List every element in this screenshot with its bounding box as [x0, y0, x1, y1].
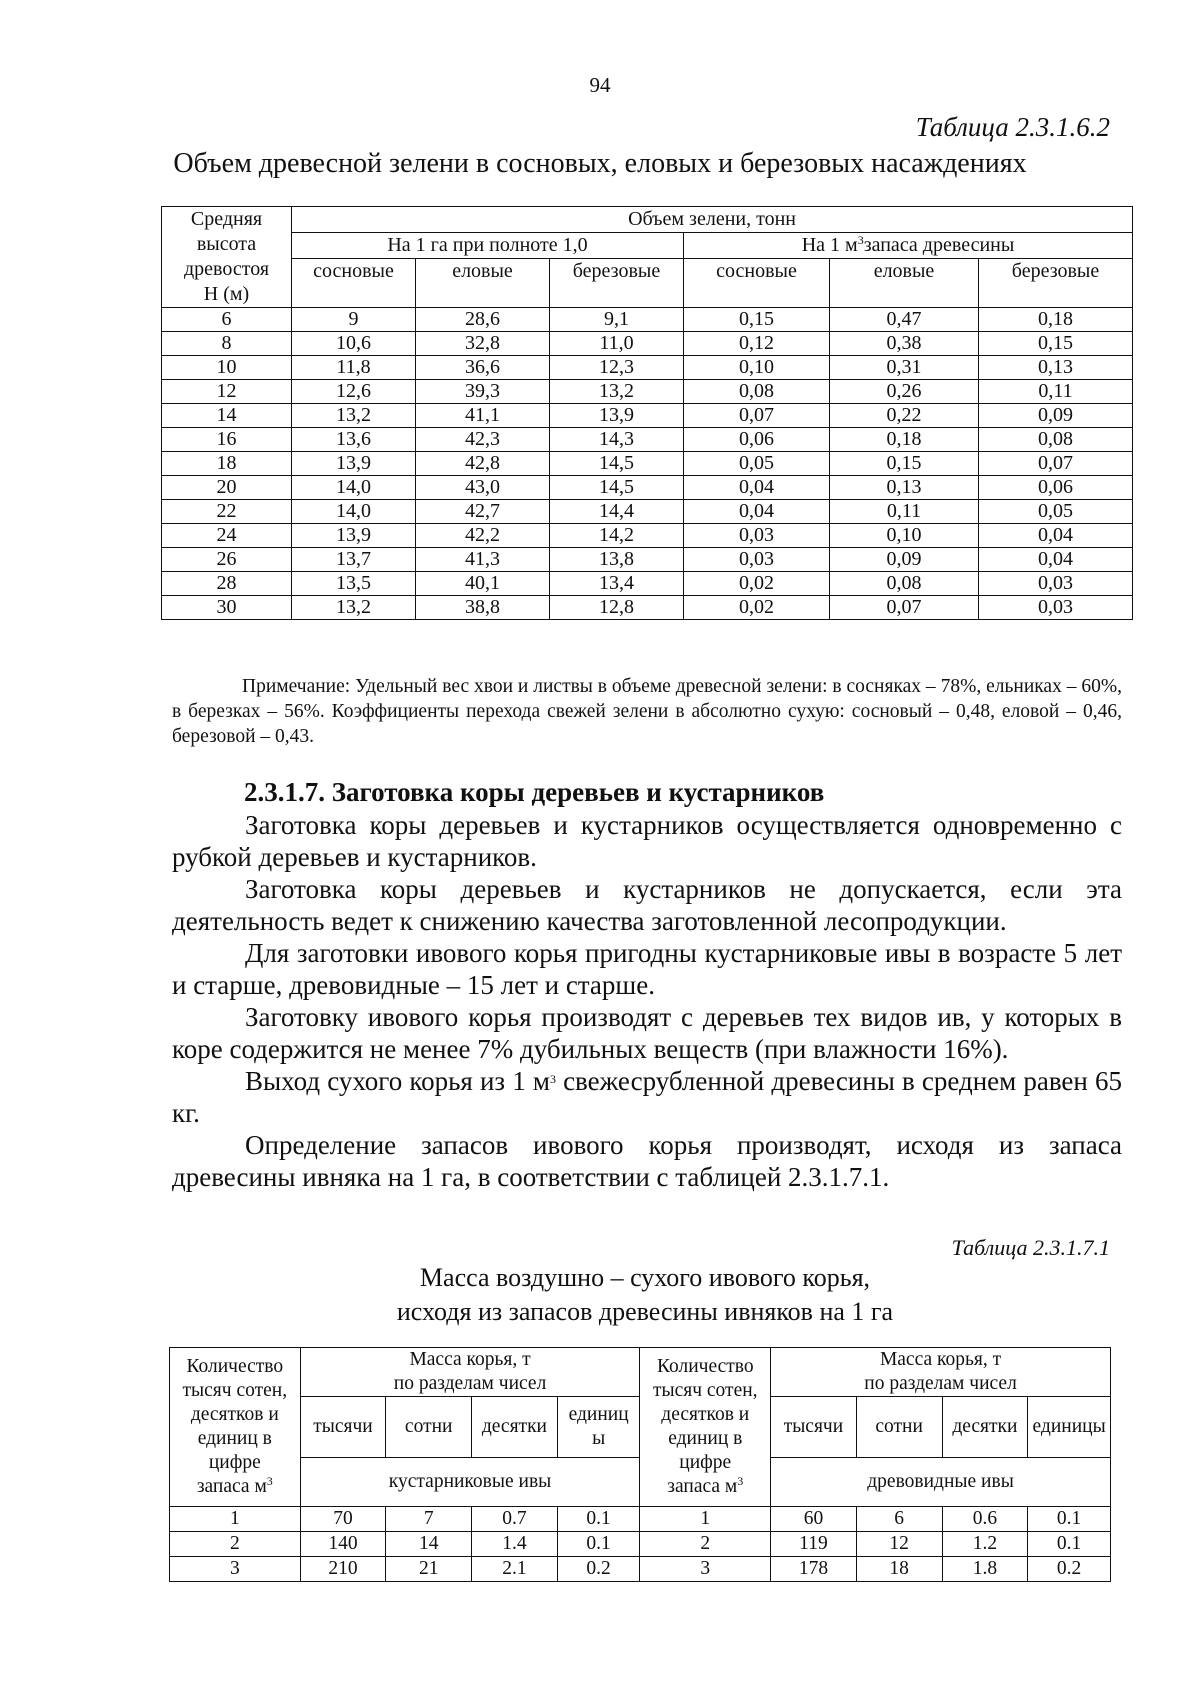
table-cell: 39,3	[416, 380, 550, 404]
table1-height-header-line: Средняя	[190, 208, 263, 230]
table-cell: 0,07	[830, 596, 979, 620]
section-body	[172, 809, 1122, 1193]
table-cell: 13,2	[292, 596, 416, 620]
table2-qty-line: цифре	[679, 1452, 732, 1473]
table-cell: 12,6	[292, 380, 416, 404]
table-cell: 0,15	[684, 308, 830, 332]
table1-row	[162, 572, 1133, 596]
table2-qty-sup: 3	[737, 1474, 744, 1488]
table-cell: 12	[856, 1532, 942, 1557]
table-cell: 0,03	[979, 596, 1133, 620]
table-cell: 18	[162, 452, 292, 476]
table1-sub2-header	[684, 233, 1133, 259]
table-cell: 1.2	[942, 1532, 1028, 1557]
table-cell: 14,5	[550, 452, 684, 476]
table1-row	[162, 404, 1133, 428]
table-cell: 24	[162, 524, 292, 548]
table-cell: 2	[170, 1532, 301, 1557]
table1-sub2-sup: 3	[857, 233, 864, 247]
table-cell: 0,06	[684, 428, 830, 452]
paragraph: Заготовку ивового корья производят с деревьев тех видов ив, у которых в коре содержится не менее 7% дубильных веществ (при влажности 16%).	[172, 1002, 1122, 1064]
table-cell: 14,3	[550, 428, 684, 452]
table1-note: Примечание: Удельный вес хвои и листвы в объеме древесной зелени: в сосняках – 78%, ельниках – 60%, в березках – 56%. Коэффициенты перехода свежей зелени в абсолютно сухую: сосновый – 0,48, еловой – 0,46, березовой – 0,43.	[172, 676, 1122, 747]
table-cell: 11,8	[292, 356, 416, 380]
table1-row	[162, 476, 1133, 500]
table-cell: 9	[292, 308, 416, 332]
table-cell: 0,38	[830, 332, 979, 356]
paragraph: Заготовка коры деревьев и кустарников не допускается, если эта деятельность ведет к снижению качества заготовленной лесопродукции.	[172, 874, 1122, 936]
paragraph: Для заготовки ивового корья пригодны кустарниковые ивы в возрасте 5 лет и старше, древовидные – 15 лет и старше.	[172, 938, 1122, 1000]
table1-height-header-line: высота	[196, 233, 257, 255]
table2-mass-line: Масса корья, т	[879, 1349, 1002, 1370]
table1-col-header: сосновые	[292, 259, 416, 308]
table-cell: 0,31	[830, 356, 979, 380]
table1-row	[162, 596, 1133, 620]
table-cell: 0,05	[684, 452, 830, 476]
table1-col-header: березовые	[979, 259, 1133, 308]
table1-row	[162, 524, 1133, 548]
table-cell: 13,4	[550, 572, 684, 596]
table2-qty-sup: 3	[266, 1474, 273, 1488]
table-cell: 13,2	[550, 380, 684, 404]
table2-col-header: сотни	[386, 1397, 472, 1458]
table-cell: 14,0	[292, 476, 416, 500]
table-cell: 1.4	[472, 1532, 558, 1557]
table-cell: 0.7	[472, 1507, 558, 1532]
table-cell: 13,9	[550, 404, 684, 428]
table-cell: 0.1	[557, 1507, 640, 1532]
table-cell: 0.1	[1028, 1507, 1111, 1532]
table1-height-header	[162, 207, 292, 308]
table2-qty-line: тысяч сотен,	[652, 1380, 758, 1401]
table-cell: 1	[640, 1507, 771, 1532]
table2-qty-line: цифре	[208, 1452, 261, 1473]
table1-row	[162, 452, 1133, 476]
table-cell: 0,04	[979, 524, 1133, 548]
table-cell: 26	[162, 548, 292, 572]
table-cell: 14,0	[292, 500, 416, 524]
paragraph-part: свежесрубленной древесины в среднем равен 65 кг.	[172, 1066, 1123, 1128]
table2-qty-line: десятков и	[661, 1404, 750, 1425]
table-cell: 21	[386, 1557, 472, 1582]
table1-body	[162, 308, 1133, 620]
table-cell: 0,22	[830, 404, 979, 428]
table1-height-header-line: древостоя	[183, 258, 270, 280]
table1-title: Объем древесной зелени в сосновых, еловых и березовых насаждениях	[173, 148, 1027, 179]
table-cell: 2	[640, 1532, 771, 1557]
table2-qty-header-right	[640, 1348, 771, 1507]
table-cell: 40,1	[416, 572, 550, 596]
table-cell: 0,18	[830, 428, 979, 452]
table1-col-header: еловые	[830, 259, 979, 308]
table-cell: 16	[162, 428, 292, 452]
table2-mass-header-right	[771, 1348, 1111, 1397]
table-cell: 0,15	[830, 452, 979, 476]
section-heading: 2.3.1.7. Заготовка коры деревьев и кустарников	[244, 777, 825, 807]
table2-qty-line: Количество	[186, 1356, 284, 1377]
table2-qty-line: единиц в	[668, 1428, 743, 1449]
table-cell: 0,03	[979, 572, 1133, 596]
table-cell: 0,05	[979, 500, 1133, 524]
table1-row	[162, 548, 1133, 572]
table-cell: 38,8	[416, 596, 550, 620]
table2-mass-header-left	[300, 1348, 640, 1397]
table1-caption: Таблица 2.3.1.6.2	[915, 112, 1110, 142]
table-cell: 6	[162, 308, 292, 332]
table-cell: 0,47	[830, 308, 979, 332]
table2-col-header-line: единиц	[568, 1404, 629, 1425]
table2-col-header: единицы	[1028, 1397, 1111, 1458]
paragraph: Определение запасов ивового корья производят, исходя из запаса древесины ивняка на 1 га, в соответствии с таблицей 2.3.1.7.1.	[172, 1130, 1122, 1192]
table2-qty-last: запаса м	[667, 1476, 738, 1497]
table-cell: 13,9	[292, 524, 416, 548]
table-cell: 140	[300, 1532, 386, 1557]
table-cell: 0,11	[979, 380, 1133, 404]
table-cell: 0,09	[979, 404, 1133, 428]
table2-col-header: тысячи	[300, 1397, 386, 1458]
table1-row	[162, 380, 1133, 404]
table1-col-header: сосновые	[684, 259, 830, 308]
table-cell: 0,10	[830, 524, 979, 548]
table2-col-header: десятки	[942, 1397, 1028, 1458]
table-cell: 0,13	[830, 476, 979, 500]
table2-group-left: кустарниковые ивы	[300, 1458, 640, 1507]
table-cell: 2.1	[472, 1557, 558, 1582]
table2-row	[170, 1557, 1111, 1582]
table-cell: 0,07	[979, 452, 1133, 476]
table2-title-line1: Масса воздушно – сухого ивового корья,	[419, 1263, 871, 1292]
table2-qty-line: Количество	[656, 1356, 754, 1377]
table-cell: 178	[771, 1557, 857, 1582]
table-cell: 0.2	[557, 1557, 640, 1582]
table2-mass-line: Масса корья, т	[409, 1349, 531, 1370]
table2-row	[170, 1507, 1111, 1532]
table-cell: 14,4	[550, 500, 684, 524]
paragraph-part: Выход сухого корья из 1 м	[245, 1066, 550, 1096]
table-cell: 0.1	[557, 1532, 640, 1557]
table-cell: 18	[856, 1557, 942, 1582]
table1-col-header: березовые	[550, 259, 684, 308]
table-cell: 0,03	[684, 524, 830, 548]
table-cell: 0,11	[830, 500, 979, 524]
table-cell: 14	[386, 1532, 472, 1557]
table-cell: 43,0	[416, 476, 550, 500]
table-cell: 0.6	[942, 1507, 1028, 1532]
table2-title-line2: исходя из запасов древесины ивняков на 1 га	[396, 1297, 894, 1326]
table-cell: 0,02	[684, 572, 830, 596]
table1-sub2-suffix: запаса древесины	[863, 234, 1015, 256]
table2-mass-line: по разделам чисел	[393, 1373, 547, 1394]
table-cell: 13,2	[292, 404, 416, 428]
table-cell: 41,3	[416, 548, 550, 572]
table2-row	[170, 1532, 1111, 1557]
table-cell: 42,3	[416, 428, 550, 452]
table1-height-header-line: Н (м)	[203, 283, 250, 305]
table-cell: 0,07	[684, 404, 830, 428]
table-cell: 13,7	[292, 548, 416, 572]
table-cell: 0,04	[684, 476, 830, 500]
table-cell: 14,2	[550, 524, 684, 548]
table-cell: 0,08	[830, 572, 979, 596]
table-cell: 1.8	[942, 1557, 1028, 1582]
table1-col-header: еловые	[416, 259, 550, 308]
table-cell: 60	[771, 1507, 857, 1532]
table2-qty-line	[172, 1475, 298, 1499]
table2-qty-header-left	[170, 1348, 301, 1507]
table-cell: 28	[162, 572, 292, 596]
table-cell: 13,8	[550, 548, 684, 572]
table-cell: 210	[300, 1557, 386, 1582]
table-cell: 28,6	[416, 308, 550, 332]
table-cell: 3	[170, 1557, 301, 1582]
table2-col-header: тысячи	[771, 1397, 857, 1458]
table-cell: 42,8	[416, 452, 550, 476]
table-cell: 0,03	[684, 548, 830, 572]
table-cell: 10,6	[292, 332, 416, 356]
table-cell: 0,04	[684, 500, 830, 524]
table-cell: 6	[856, 1507, 942, 1532]
table-cell: 0,09	[830, 548, 979, 572]
table-cell: 11,0	[550, 332, 684, 356]
paragraph	[172, 1065, 1122, 1129]
table-cell: 0,13	[979, 356, 1133, 380]
table2-group-right: древовидные ивы	[771, 1458, 1111, 1507]
table-cell: 9,1	[550, 308, 684, 332]
table2-col-header-line: ы	[592, 1428, 606, 1449]
table-cell: 22	[162, 500, 292, 524]
table2-qty-line: тысяч сотен,	[182, 1380, 288, 1401]
table2-caption: Таблица 2.3.1.7.1	[951, 1235, 1110, 1260]
table-cell: 42,7	[416, 500, 550, 524]
table2-qty-line: десятков и	[190, 1404, 279, 1425]
table-cell: 14,5	[550, 476, 684, 500]
table2	[169, 1347, 1111, 1582]
table2-body	[170, 1507, 1111, 1582]
paragraph-sup: 3	[549, 1072, 556, 1086]
table2-mass-line: по разделам чисел	[864, 1373, 1017, 1394]
table-cell: 0,08	[684, 380, 830, 404]
table1-row	[162, 428, 1133, 452]
table-cell: 13,6	[292, 428, 416, 452]
table-cell: 12,3	[550, 356, 684, 380]
table-cell: 14	[162, 404, 292, 428]
table1-row	[162, 356, 1133, 380]
table-cell: 41,1	[416, 404, 550, 428]
table1-row	[162, 500, 1133, 524]
table-cell: 1	[170, 1507, 301, 1532]
table-cell: 32,8	[416, 332, 550, 356]
table-cell: 13,5	[292, 572, 416, 596]
table-cell: 30	[162, 596, 292, 620]
table1-sub1-header: На 1 га при полноте 1,0	[292, 233, 684, 259]
table-cell: 12,8	[550, 596, 684, 620]
table-cell: 0,12	[684, 332, 830, 356]
table2-qty-line	[642, 1475, 768, 1499]
table-cell: 10	[162, 356, 292, 380]
table-cell: 0,18	[979, 308, 1133, 332]
table1-row	[162, 332, 1133, 356]
table-cell: 3	[640, 1557, 771, 1582]
table-cell: 0.1	[1028, 1532, 1111, 1557]
table-cell: 0,02	[684, 596, 830, 620]
table-cell: 0,06	[979, 476, 1133, 500]
table-cell: 0,08	[979, 428, 1133, 452]
table-cell: 0,10	[684, 356, 830, 380]
table-cell: 8	[162, 332, 292, 356]
table2-col-header	[557, 1397, 640, 1458]
table1-group-header: Объем зелени, тонн	[292, 207, 1133, 233]
table2-qty-line: единиц в	[197, 1428, 272, 1449]
table-cell: 42,2	[416, 524, 550, 548]
table-cell: 0,26	[830, 380, 979, 404]
page-number: 94	[589, 73, 611, 97]
table-cell: 20	[162, 476, 292, 500]
table1-row	[162, 308, 1133, 332]
table-cell: 12	[162, 380, 292, 404]
table2-qty-last: запаса м	[196, 1476, 267, 1497]
paragraph: Заготовка коры деревьев и кустарников осуществляется одновременно с рубкой деревьев и кустарников.	[172, 810, 1122, 872]
table-cell: 0,15	[979, 332, 1133, 356]
table-cell: 0,04	[979, 548, 1133, 572]
table-cell: 119	[771, 1532, 857, 1557]
table-cell: 36,6	[416, 356, 550, 380]
table2-col-header: десятки	[472, 1397, 558, 1458]
table-cell: 13,9	[292, 452, 416, 476]
table-cell: 0.2	[1028, 1557, 1111, 1582]
table1	[161, 206, 1133, 620]
table-cell: 7	[386, 1507, 472, 1532]
table1-sub2-prefix: На 1 м	[801, 234, 858, 256]
table-cell: 70	[300, 1507, 386, 1532]
table2-col-header: сотни	[856, 1397, 942, 1458]
